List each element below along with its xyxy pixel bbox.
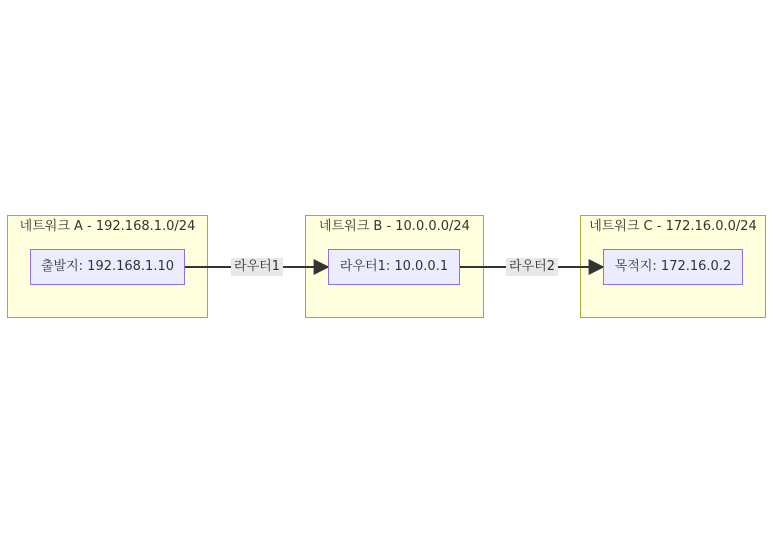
source-node[interactable]: 출발지: 192.168.1.10 bbox=[30, 249, 185, 285]
edge-label-router2: 라우터2 bbox=[506, 258, 558, 276]
edge-label-router1: 라우터1 bbox=[231, 258, 283, 276]
router1-node[interactable]: 라우터1: 10.0.0.1 bbox=[328, 249, 460, 285]
network-b-label: 네트워크 B - 10.0.0.0/24 bbox=[319, 219, 470, 234]
destination-node[interactable]: 목적지: 172.16.0.2 bbox=[603, 249, 743, 285]
network-c-label: 네트워크 C - 172.16.0.0/24 bbox=[589, 219, 757, 234]
network-a-label: 네트워크 A - 192.168.1.0/24 bbox=[19, 219, 196, 234]
